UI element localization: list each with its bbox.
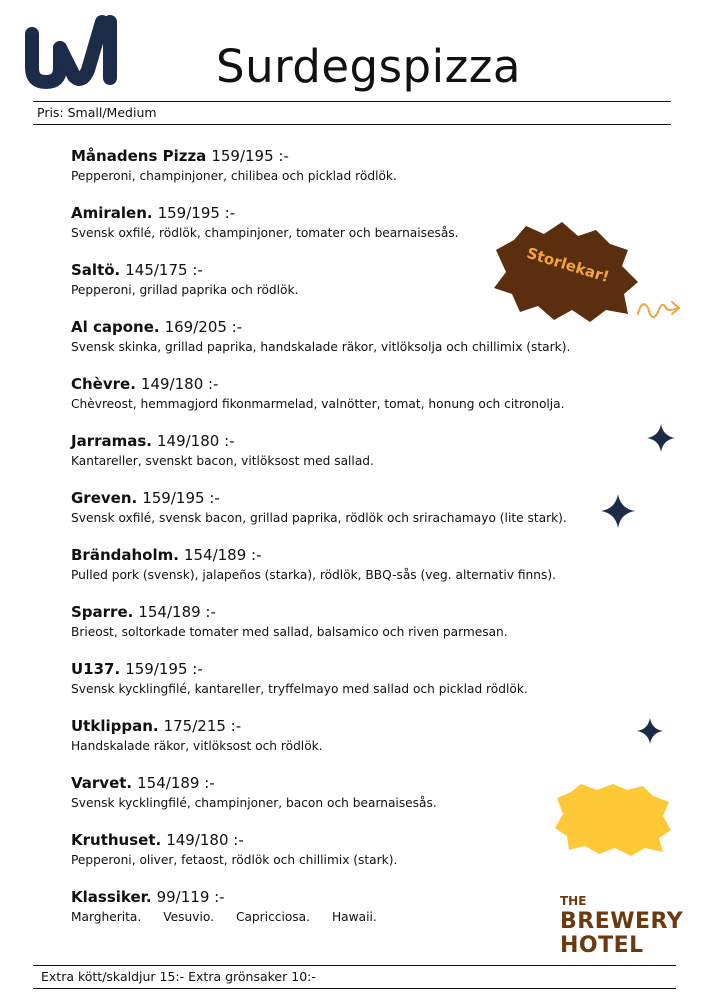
- sparkle-star-icon: [601, 494, 635, 528]
- menu-item: [71, 374, 565, 413]
- divider: [33, 101, 671, 102]
- sparkle-star-icon: [647, 424, 675, 452]
- item-name: Greven.: [71, 489, 138, 507]
- item-price: 149/180 :-: [140, 375, 219, 393]
- item-price: 159/195 :-: [211, 147, 289, 165]
- item-price: 159/195 :-: [125, 660, 203, 678]
- item-price: 145/175 :-: [125, 261, 203, 279]
- menu-item-classics: [71, 887, 377, 926]
- classics-options: [71, 908, 377, 926]
- classic-option: Vesuvio.: [163, 910, 214, 924]
- item-price: 159/195 :-: [142, 489, 220, 507]
- item-price: 99/119 :-: [156, 888, 225, 906]
- sparkle-star-icon: [637, 718, 663, 744]
- item-name: Utklippan.: [71, 717, 159, 735]
- divider: [33, 965, 676, 966]
- item-price: 154/189 :-: [138, 603, 216, 621]
- item-price: 149/180 :-: [166, 831, 244, 849]
- divider: [33, 124, 671, 125]
- brewery-hotel-logo: [560, 895, 683, 957]
- item-price: 149/180 :-: [157, 432, 235, 450]
- item-price: 154/189 :-: [183, 546, 262, 564]
- item-name: Saltö.: [71, 261, 121, 279]
- brand-line: HOTEL: [560, 933, 644, 958]
- item-name: Jarramas.: [71, 432, 152, 450]
- menu-item: [71, 260, 298, 299]
- page-title: Surdegspizza: [216, 40, 521, 93]
- divider: [33, 988, 676, 989]
- price-note: Pris: Small/Medium: [37, 105, 157, 120]
- item-description: Kantareller, svenskt bacon, vitlöksost med sallad.: [71, 454, 374, 468]
- item-description: Pepperoni, oliver, fetaost, rödlök och chillimix (stark).: [71, 853, 398, 867]
- item-description: Brieost, soltorkade tomater med sallad, balsamico och riven parmesan.: [71, 625, 508, 639]
- sizes-badge-label: Storlekar!: [524, 243, 612, 287]
- menu-item: [71, 545, 556, 584]
- menu-item: [71, 602, 508, 641]
- menu-item: [71, 146, 397, 185]
- decorative-blob: [553, 782, 673, 856]
- item-name: Amiralen.: [71, 204, 153, 222]
- item-name: Klassiker.: [71, 888, 152, 906]
- item-description: Svensk kycklingfilé, kantareller, tryffelmayo med sallad och picklad rödlök.: [71, 682, 528, 696]
- restaurant-logo: [22, 14, 120, 90]
- footer-extras: Extra kött/skaldjur 15:- Extra grönsaker 10:-: [41, 969, 316, 984]
- item-name: Sparre.: [71, 603, 134, 621]
- item-name: U137.: [71, 660, 121, 678]
- classic-option: Capricciosa.: [235, 910, 311, 924]
- item-description: Svensk oxfilé, svensk bacon, grillad paprika, rödlök och srirachamayo (lite stark).: [71, 511, 567, 525]
- menu-item: [71, 203, 459, 242]
- menu-item: [71, 431, 374, 470]
- menu-item: [71, 488, 567, 527]
- item-description: Svensk kycklingfilé, champinjoner, bacon och bearnaisesås.: [71, 796, 437, 810]
- menu-item: [71, 773, 437, 812]
- item-name: Brändaholm.: [71, 546, 179, 564]
- item-description: Chèvreost, hemmagjord fikonmarmelad, valnötter, tomat, honung och citronolja.: [71, 397, 565, 411]
- item-description: Pepperoni, grillad paprika och rödlök.: [71, 283, 299, 297]
- classic-option: Hawaii.: [332, 910, 377, 924]
- brand-line: BREWERY: [560, 909, 684, 934]
- menu-item: [71, 659, 528, 698]
- item-price: 159/195 :-: [157, 204, 236, 222]
- menu-item: [71, 830, 397, 869]
- item-description: Svensk oxfilé, rödlök, champinjoner, tomater och bearnaisesås.: [71, 226, 459, 240]
- item-name: Varvet.: [71, 774, 133, 792]
- item-price: 154/189 :-: [137, 774, 215, 792]
- menu-item: [71, 716, 323, 755]
- brand-line: THE: [560, 894, 587, 908]
- item-description: Pulled pork (svensk), jalapeños (starka), rödlök, BBQ-sås (veg. alternativ finns).: [71, 568, 556, 582]
- item-description: Handskalade räkor, vitlöksost och rödlök.: [71, 739, 323, 753]
- item-price: 169/205 :-: [164, 318, 243, 336]
- classic-option: Margherita.: [71, 910, 142, 924]
- item-price: 175/215 :-: [163, 717, 242, 735]
- item-name: Månadens Pizza: [71, 147, 207, 165]
- item-description: Pepperoni, champinjoner, chilibea och picklad rödlök.: [71, 169, 397, 183]
- item-name: Al capone.: [71, 318, 160, 336]
- item-description: Svensk skinka, grillad paprika, handskalade räkor, vitlöksolja och chillimix (stark).: [71, 340, 571, 354]
- item-name: Chèvre.: [71, 375, 136, 393]
- item-name: Kruthuset.: [71, 831, 162, 849]
- squiggle-arrow-icon: [636, 294, 682, 328]
